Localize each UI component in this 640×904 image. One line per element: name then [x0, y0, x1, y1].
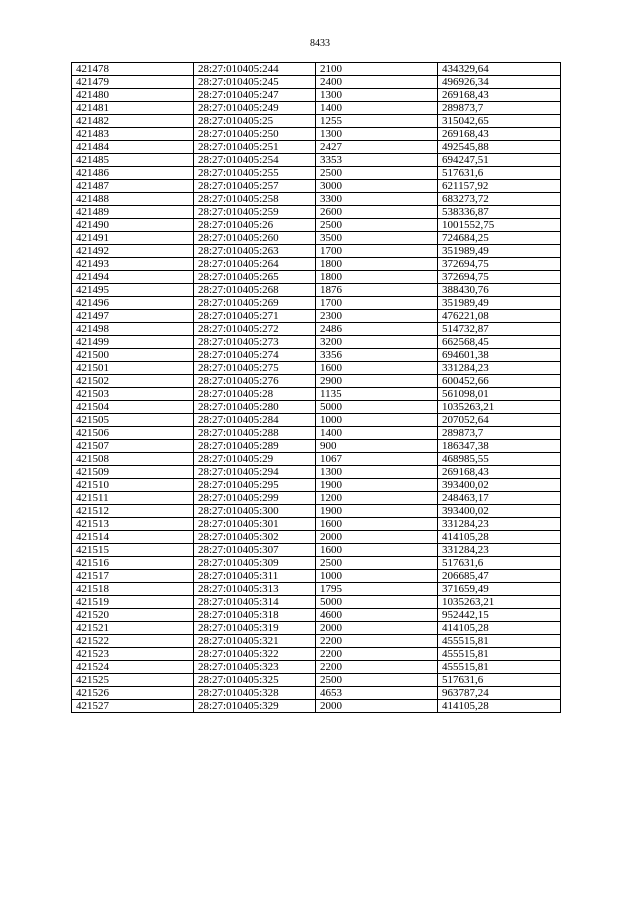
value-cell: 414105,28 — [438, 622, 561, 635]
record-number-cell: 421479 — [72, 76, 194, 89]
table-row — [72, 518, 561, 531]
area-cell: 1300 — [316, 128, 438, 141]
table-row — [72, 284, 561, 297]
area-cell: 1300 — [316, 466, 438, 479]
table-row — [72, 115, 561, 128]
area-cell: 3356 — [316, 349, 438, 362]
record-number-cell: 421481 — [72, 102, 194, 115]
value-cell: 351989,49 — [438, 297, 561, 310]
area-cell: 2100 — [316, 63, 438, 76]
record-number-cell: 421518 — [72, 583, 194, 596]
cadastral-number-cell: 28:27:010405:250 — [194, 128, 316, 141]
value-cell: 496926,34 — [438, 76, 561, 89]
table-row — [72, 349, 561, 362]
area-cell: 1795 — [316, 583, 438, 596]
record-number-cell: 421491 — [72, 232, 194, 245]
value-cell: 455515,81 — [438, 661, 561, 674]
value-cell: 372694,75 — [438, 258, 561, 271]
record-number-cell: 421500 — [72, 349, 194, 362]
page-number: 8433 — [310, 38, 330, 49]
table-row — [72, 609, 561, 622]
cadastral-number-cell: 28:27:010405:273 — [194, 336, 316, 349]
area-cell: 5000 — [316, 596, 438, 609]
record-number-cell: 421520 — [72, 609, 194, 622]
record-number-cell: 421504 — [72, 401, 194, 414]
table-row — [72, 570, 561, 583]
value-cell: 538336,87 — [438, 206, 561, 219]
value-cell: 351989,49 — [438, 245, 561, 258]
table-row — [72, 297, 561, 310]
value-cell: 331284,23 — [438, 518, 561, 531]
area-cell: 1600 — [316, 362, 438, 375]
value-cell: 517631,6 — [438, 167, 561, 180]
area-cell: 1135 — [316, 388, 438, 401]
table-row — [72, 544, 561, 557]
cadastral-number-cell: 28:27:010405:259 — [194, 206, 316, 219]
value-cell: 683273,72 — [438, 193, 561, 206]
record-number-cell: 421488 — [72, 193, 194, 206]
record-number-cell: 421513 — [72, 518, 194, 531]
table-row — [72, 232, 561, 245]
record-number-cell: 421516 — [72, 557, 194, 570]
land-plots-table — [71, 62, 561, 713]
record-number-cell: 421512 — [72, 505, 194, 518]
value-cell: 468985,55 — [438, 453, 561, 466]
value-cell: 1035263,21 — [438, 596, 561, 609]
record-number-cell: 421524 — [72, 661, 194, 674]
value-cell: 561098,01 — [438, 388, 561, 401]
cadastral-number-cell: 28:27:010405:325 — [194, 674, 316, 687]
area-cell: 2000 — [316, 622, 438, 635]
table-row — [72, 622, 561, 635]
table-row — [72, 661, 561, 674]
value-cell: 517631,6 — [438, 557, 561, 570]
record-number-cell: 421514 — [72, 531, 194, 544]
cadastral-number-cell: 28:27:010405:274 — [194, 349, 316, 362]
record-number-cell: 421489 — [72, 206, 194, 219]
cadastral-number-cell: 28:27:010405:328 — [194, 687, 316, 700]
record-number-cell: 421495 — [72, 284, 194, 297]
area-cell: 1600 — [316, 544, 438, 557]
record-number-cell: 421505 — [72, 414, 194, 427]
cadastral-number-cell: 28:27:010405:289 — [194, 440, 316, 453]
area-cell: 1255 — [316, 115, 438, 128]
value-cell: 207052,64 — [438, 414, 561, 427]
table-body — [72, 63, 561, 713]
record-number-cell: 421508 — [72, 453, 194, 466]
cadastral-number-cell: 28:27:010405:284 — [194, 414, 316, 427]
cadastral-number-cell: 28:27:010405:269 — [194, 297, 316, 310]
record-number-cell: 421497 — [72, 310, 194, 323]
table-row — [72, 687, 561, 700]
record-number-cell: 421527 — [72, 700, 194, 713]
table-row — [72, 583, 561, 596]
value-cell: 455515,81 — [438, 635, 561, 648]
cadastral-number-cell: 28:27:010405:28 — [194, 388, 316, 401]
area-cell: 2200 — [316, 648, 438, 661]
value-cell: 289873,7 — [438, 102, 561, 115]
record-number-cell: 421485 — [72, 154, 194, 167]
value-cell: 331284,23 — [438, 544, 561, 557]
value-cell: 662568,45 — [438, 336, 561, 349]
cadastral-number-cell: 28:27:010405:251 — [194, 141, 316, 154]
area-cell: 2500 — [316, 219, 438, 232]
table-row — [72, 453, 561, 466]
value-cell: 371659,49 — [438, 583, 561, 596]
area-cell: 3353 — [316, 154, 438, 167]
cadastral-number-cell: 28:27:010405:25 — [194, 115, 316, 128]
cadastral-number-cell: 28:27:010405:329 — [194, 700, 316, 713]
area-cell: 2300 — [316, 310, 438, 323]
record-number-cell: 421482 — [72, 115, 194, 128]
table-row — [72, 479, 561, 492]
area-cell: 2200 — [316, 661, 438, 674]
table-row — [72, 557, 561, 570]
record-number-cell: 421509 — [72, 466, 194, 479]
area-cell: 2600 — [316, 206, 438, 219]
cadastral-number-cell: 28:27:010405:321 — [194, 635, 316, 648]
area-cell: 2200 — [316, 635, 438, 648]
area-cell: 2900 — [316, 375, 438, 388]
table-row — [72, 401, 561, 414]
value-cell: 248463,17 — [438, 492, 561, 505]
value-cell: 414105,28 — [438, 700, 561, 713]
area-cell: 3500 — [316, 232, 438, 245]
area-cell: 1400 — [316, 102, 438, 115]
area-cell: 2500 — [316, 167, 438, 180]
table-row — [72, 206, 561, 219]
cadastral-number-cell: 28:27:010405:29 — [194, 453, 316, 466]
cadastral-number-cell: 28:27:010405:254 — [194, 154, 316, 167]
cadastral-number-cell: 28:27:010405:272 — [194, 323, 316, 336]
value-cell: 963787,24 — [438, 687, 561, 700]
cadastral-number-cell: 28:27:010405:299 — [194, 492, 316, 505]
record-number-cell: 421501 — [72, 362, 194, 375]
table-row — [72, 674, 561, 687]
record-number-cell: 421498 — [72, 323, 194, 336]
area-cell: 4653 — [316, 687, 438, 700]
area-cell: 1800 — [316, 258, 438, 271]
cadastral-number-cell: 28:27:010405:301 — [194, 518, 316, 531]
area-cell: 1600 — [316, 518, 438, 531]
value-cell: 388430,76 — [438, 284, 561, 297]
record-number-cell: 421522 — [72, 635, 194, 648]
cadastral-number-cell: 28:27:010405:263 — [194, 245, 316, 258]
area-cell: 3300 — [316, 193, 438, 206]
value-cell: 331284,23 — [438, 362, 561, 375]
value-cell: 492545,88 — [438, 141, 561, 154]
table-row — [72, 596, 561, 609]
cadastral-number-cell: 28:27:010405:258 — [194, 193, 316, 206]
area-cell: 1000 — [316, 414, 438, 427]
cadastral-number-cell: 28:27:010405:257 — [194, 180, 316, 193]
table-row — [72, 167, 561, 180]
area-cell: 2500 — [316, 557, 438, 570]
area-cell: 4600 — [316, 609, 438, 622]
area-cell: 1200 — [316, 492, 438, 505]
table-row — [72, 128, 561, 141]
value-cell: 1035263,21 — [438, 401, 561, 414]
cadastral-number-cell: 28:27:010405:314 — [194, 596, 316, 609]
value-cell: 694247,51 — [438, 154, 561, 167]
value-cell: 289873,7 — [438, 427, 561, 440]
table-row — [72, 375, 561, 388]
area-cell: 3000 — [316, 180, 438, 193]
table-row — [72, 258, 561, 271]
table-row — [72, 505, 561, 518]
table-row — [72, 193, 561, 206]
cadastral-number-cell: 28:27:010405:300 — [194, 505, 316, 518]
cadastral-number-cell: 28:27:010405:295 — [194, 479, 316, 492]
table-row — [72, 323, 561, 336]
record-number-cell: 421486 — [72, 167, 194, 180]
record-number-cell: 421483 — [72, 128, 194, 141]
cadastral-number-cell: 28:27:010405:264 — [194, 258, 316, 271]
record-number-cell: 421519 — [72, 596, 194, 609]
cadastral-number-cell: 28:27:010405:244 — [194, 63, 316, 76]
table-row — [72, 271, 561, 284]
area-cell: 2400 — [316, 76, 438, 89]
record-number-cell: 421506 — [72, 427, 194, 440]
value-cell: 372694,75 — [438, 271, 561, 284]
cadastral-number-cell: 28:27:010405:275 — [194, 362, 316, 375]
record-number-cell: 421499 — [72, 336, 194, 349]
value-cell: 952442,15 — [438, 609, 561, 622]
area-cell: 2000 — [316, 700, 438, 713]
record-number-cell: 421510 — [72, 479, 194, 492]
value-cell: 269168,43 — [438, 89, 561, 102]
table-row — [72, 154, 561, 167]
table-row — [72, 440, 561, 453]
area-cell: 1900 — [316, 479, 438, 492]
value-cell: 517631,6 — [438, 674, 561, 687]
cadastral-number-cell: 28:27:010405:294 — [194, 466, 316, 479]
record-number-cell: 421496 — [72, 297, 194, 310]
table-row — [72, 700, 561, 713]
record-number-cell: 421484 — [72, 141, 194, 154]
cadastral-number-cell: 28:27:010405:288 — [194, 427, 316, 440]
table-row — [72, 466, 561, 479]
value-cell: 269168,43 — [438, 128, 561, 141]
record-number-cell: 421487 — [72, 180, 194, 193]
table-row — [72, 180, 561, 193]
table-row — [72, 492, 561, 505]
record-number-cell: 421493 — [72, 258, 194, 271]
record-number-cell: 421526 — [72, 687, 194, 700]
cadastral-number-cell: 28:27:010405:319 — [194, 622, 316, 635]
record-number-cell: 421515 — [72, 544, 194, 557]
value-cell: 694601,38 — [438, 349, 561, 362]
area-cell: 2500 — [316, 674, 438, 687]
area-cell: 2427 — [316, 141, 438, 154]
cadastral-number-cell: 28:27:010405:255 — [194, 167, 316, 180]
area-cell: 1400 — [316, 427, 438, 440]
table-row — [72, 89, 561, 102]
value-cell: 315042,65 — [438, 115, 561, 128]
record-number-cell: 421494 — [72, 271, 194, 284]
area-cell: 1700 — [316, 297, 438, 310]
table-row — [72, 219, 561, 232]
area-cell: 1700 — [316, 245, 438, 258]
cadastral-number-cell: 28:27:010405:271 — [194, 310, 316, 323]
cadastral-number-cell: 28:27:010405:247 — [194, 89, 316, 102]
record-number-cell: 421480 — [72, 89, 194, 102]
cadastral-number-cell: 28:27:010405:323 — [194, 661, 316, 674]
table-row — [72, 102, 561, 115]
table-row — [72, 362, 561, 375]
value-cell: 393400,02 — [438, 479, 561, 492]
cadastral-number-cell: 28:27:010405:265 — [194, 271, 316, 284]
table-row — [72, 427, 561, 440]
table-row — [72, 141, 561, 154]
value-cell: 434329,64 — [438, 63, 561, 76]
cadastral-number-cell: 28:27:010405:311 — [194, 570, 316, 583]
table-row — [72, 414, 561, 427]
cadastral-number-cell: 28:27:010405:276 — [194, 375, 316, 388]
record-number-cell: 421523 — [72, 648, 194, 661]
cadastral-number-cell: 28:27:010405:249 — [194, 102, 316, 115]
cadastral-number-cell: 28:27:010405:309 — [194, 557, 316, 570]
value-cell: 514732,87 — [438, 323, 561, 336]
table-row — [72, 63, 561, 76]
area-cell: 900 — [316, 440, 438, 453]
record-number-cell: 421502 — [72, 375, 194, 388]
cadastral-number-cell: 28:27:010405:260 — [194, 232, 316, 245]
area-cell: 2486 — [316, 323, 438, 336]
area-cell: 1300 — [316, 89, 438, 102]
value-cell: 414105,28 — [438, 531, 561, 544]
area-cell: 1067 — [316, 453, 438, 466]
cadastral-number-cell: 28:27:010405:318 — [194, 609, 316, 622]
area-cell: 1000 — [316, 570, 438, 583]
cadastral-number-cell: 28:27:010405:313 — [194, 583, 316, 596]
table-row — [72, 336, 561, 349]
table-row — [72, 531, 561, 544]
record-number-cell: 421511 — [72, 492, 194, 505]
table-row — [72, 245, 561, 258]
table-row — [72, 310, 561, 323]
value-cell: 476221,08 — [438, 310, 561, 323]
cadastral-number-cell: 28:27:010405:268 — [194, 284, 316, 297]
area-cell: 1800 — [316, 271, 438, 284]
record-number-cell: 421517 — [72, 570, 194, 583]
value-cell: 1001552,75 — [438, 219, 561, 232]
value-cell: 186347,38 — [438, 440, 561, 453]
record-number-cell: 421503 — [72, 388, 194, 401]
table-row — [72, 76, 561, 89]
cadastral-number-cell: 28:27:010405:245 — [194, 76, 316, 89]
area-cell: 5000 — [316, 401, 438, 414]
area-cell: 2000 — [316, 531, 438, 544]
area-cell: 1876 — [316, 284, 438, 297]
value-cell: 455515,81 — [438, 648, 561, 661]
cadastral-number-cell: 28:27:010405:280 — [194, 401, 316, 414]
value-cell: 206685,47 — [438, 570, 561, 583]
value-cell: 393400,02 — [438, 505, 561, 518]
area-cell: 3200 — [316, 336, 438, 349]
table-row — [72, 388, 561, 401]
record-number-cell: 421490 — [72, 219, 194, 232]
value-cell: 600452,66 — [438, 375, 561, 388]
record-number-cell: 421525 — [72, 674, 194, 687]
cadastral-number-cell: 28:27:010405:322 — [194, 648, 316, 661]
value-cell: 621157,92 — [438, 180, 561, 193]
value-cell: 269168,43 — [438, 466, 561, 479]
cadastral-number-cell: 28:27:010405:307 — [194, 544, 316, 557]
table-row — [72, 648, 561, 661]
cadastral-number-cell: 28:27:010405:302 — [194, 531, 316, 544]
table-row — [72, 635, 561, 648]
record-number-cell: 421507 — [72, 440, 194, 453]
cadastral-number-cell: 28:27:010405:26 — [194, 219, 316, 232]
record-number-cell: 421478 — [72, 63, 194, 76]
record-number-cell: 421521 — [72, 622, 194, 635]
area-cell: 1900 — [316, 505, 438, 518]
value-cell: 724684,25 — [438, 232, 561, 245]
record-number-cell: 421492 — [72, 245, 194, 258]
